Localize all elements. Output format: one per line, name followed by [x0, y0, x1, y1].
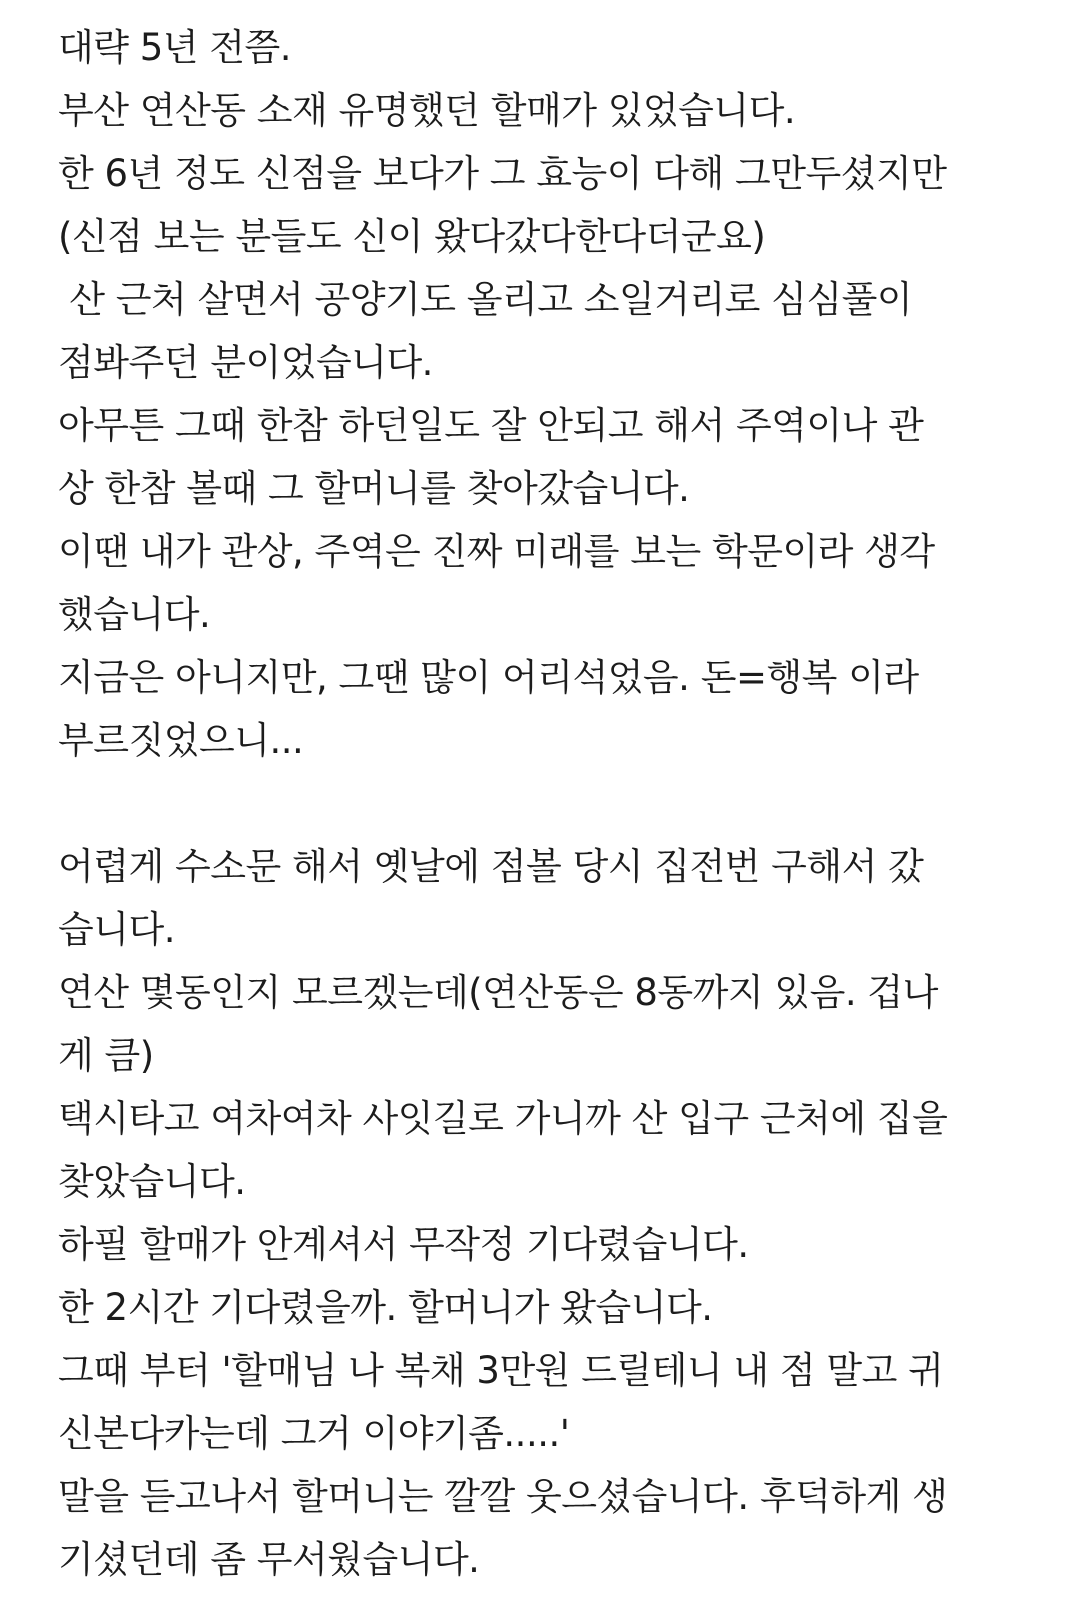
text-line: 부산 연산동 소재 유명했던 할매가 있었습니다.: [58, 89, 796, 132]
text-line: 습니다.: [58, 908, 175, 951]
text-line: 한 2시간 기다렸을까. 할머니가 왔습니다.: [58, 1286, 713, 1329]
text-line: 점봐주던 분이었습니다.: [58, 341, 433, 384]
text-line: 게 큼): [58, 1034, 154, 1077]
text-line: 이땐 내가 관상, 주역은 진짜 미래를 보는 학문이라 생각: [58, 530, 935, 573]
text-line: 신본다카는데 그거 이야기좀.....': [58, 1412, 570, 1455]
text-line: 택시타고 여차여차 사잇길로 가니까 산 입구 근처에 집을: [58, 1097, 948, 1140]
text-line: 어렵게 수소문 해서 옛날에 점볼 당시 집전번 구해서 갔: [58, 845, 924, 888]
blank-line: [58, 772, 1068, 835]
text-line: 부르짓었으니...: [58, 719, 304, 762]
text-line: 말을 듣고나서 할머니는 깔깔 웃으셨습니다. 후덕하게 생: [58, 1475, 948, 1518]
text-line: 하필 할매가 안계셔서 무작정 기다렸습니다.: [58, 1223, 749, 1266]
article-body: [58, 0, 1068, 1591]
text-line: 지금은 아니지만, 그땐 많이 어리석었음. 돈=행복 이라: [58, 656, 919, 699]
text-line: 기셨던데 좀 무서웠습니다.: [58, 1538, 480, 1581]
text-line: 대략 5년 전쯤.: [58, 26, 292, 69]
text-line: 상 한참 볼때 그 할머니를 찾아갔습니다.: [58, 467, 690, 510]
text-line: 아무튼 그때 한참 하던일도 잘 안되고 해서 주역이나 관: [58, 404, 924, 447]
text-line: 했습니다.: [58, 593, 211, 636]
text-line: (신점 보는 분들도 신이 왔다갔다한다더군요): [58, 215, 766, 258]
text-line: 그때 부터 '할매님 나 복채 3만원 드릴테니 내 점 말고 귀: [58, 1349, 944, 1392]
text-line: 찾았습니다.: [58, 1160, 246, 1203]
text-line: 연산 몇동인지 모르겠는데(연산동은 8동까지 있음. 겁나: [58, 971, 938, 1014]
text-line: 산 근처 살면서 공양기도 올리고 소일거리로 심심풀이: [58, 278, 913, 321]
text-line: 한 6년 정도 신점을 보다가 그 효능이 다해 그만두셨지만: [58, 152, 947, 195]
